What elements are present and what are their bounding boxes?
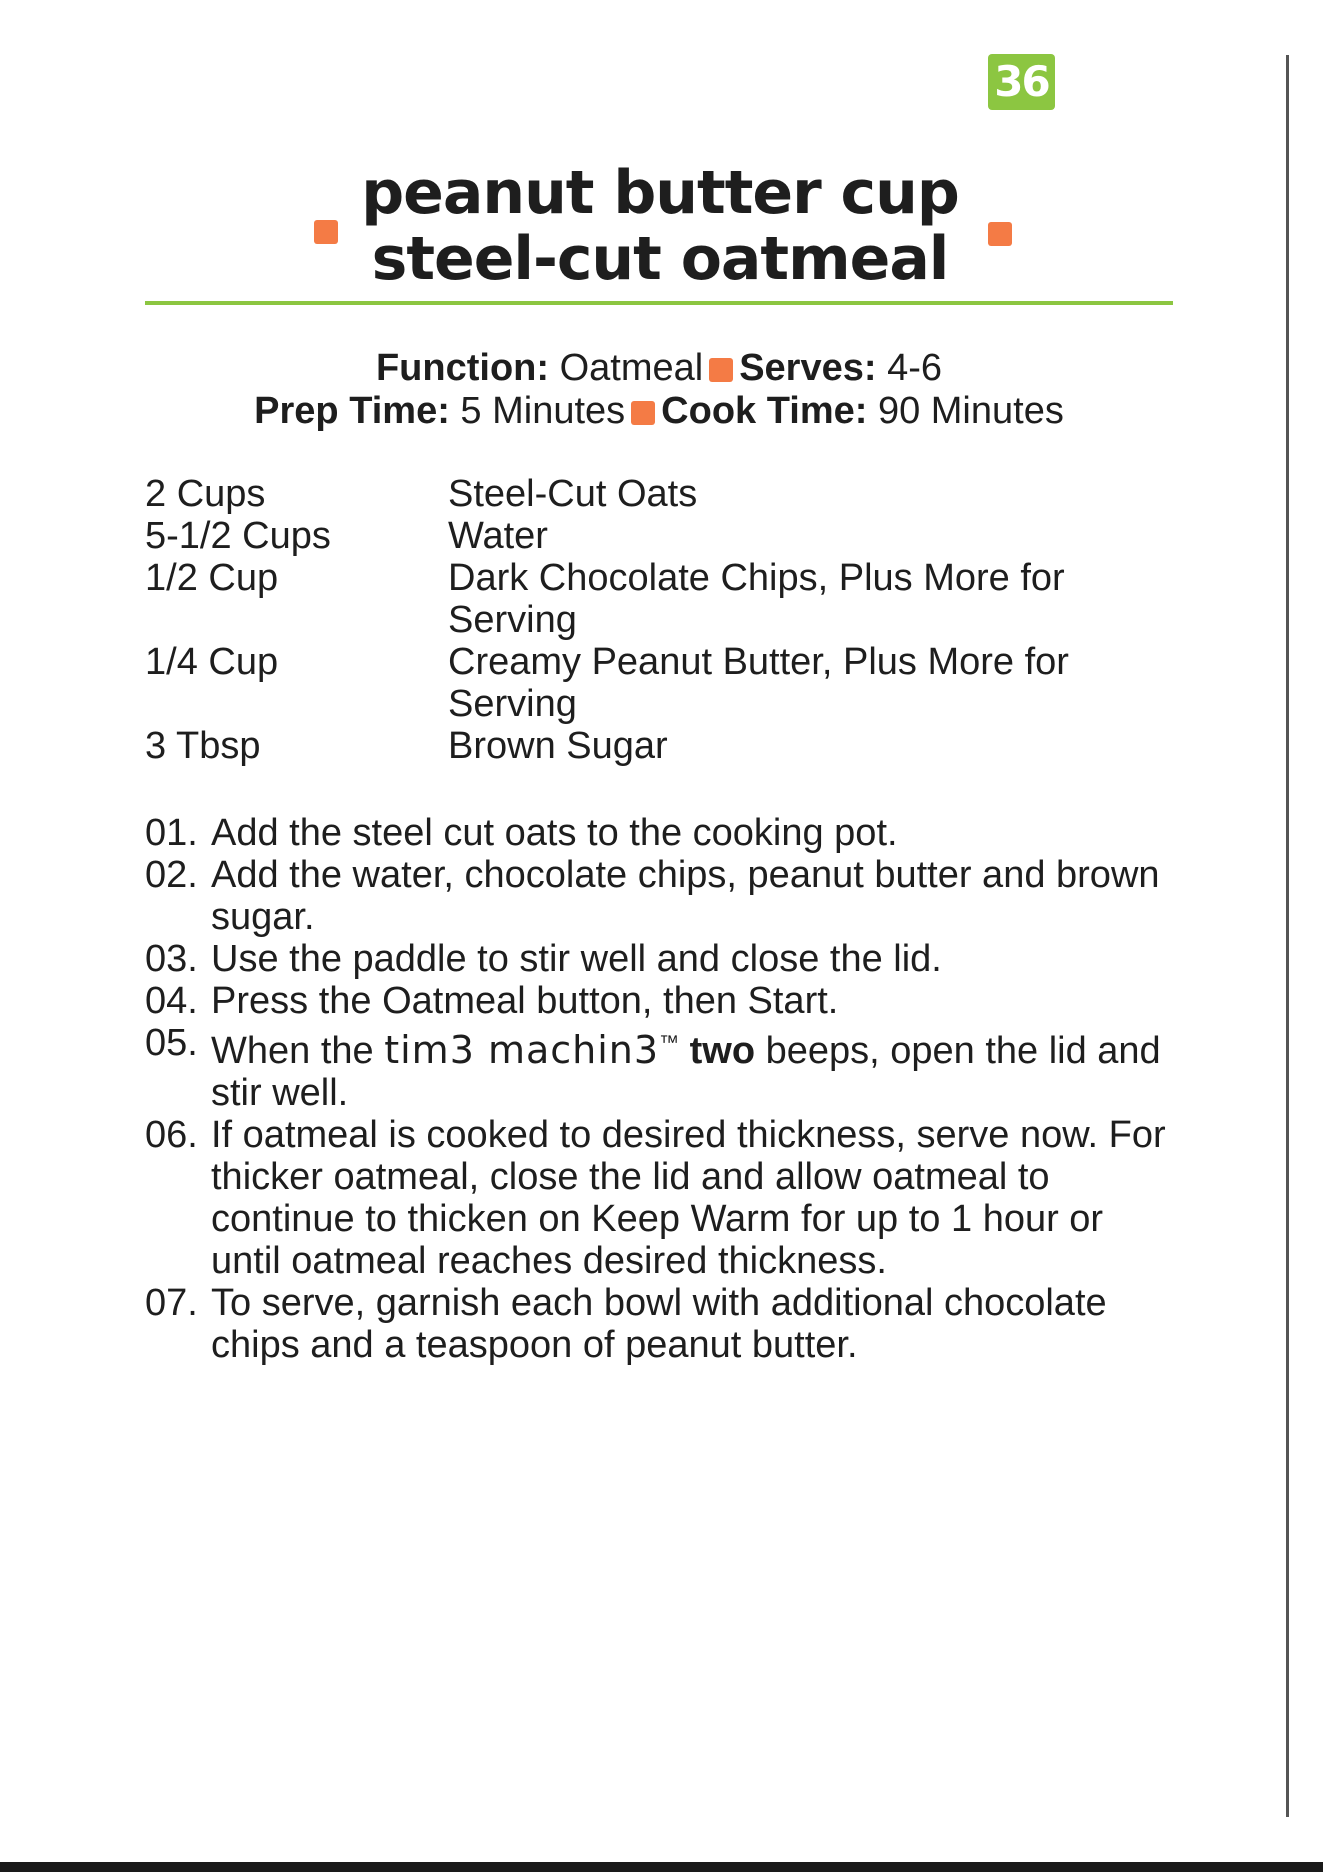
step-number: 03. [145,938,198,980]
page-bottom-border [0,1862,1323,1872]
ingredient-row [145,641,1145,725]
step-number: 04. [145,980,198,1022]
meta-separator-square [709,358,733,382]
instruction-step [145,854,1175,938]
ingredient-name: Steel-Cut Oats [448,473,698,515]
recipe-title-line-2: steel-cut oatmeal [371,224,949,294]
page-edge-rule [1286,55,1289,1817]
ingredient-quantity: 1/2 Cup [145,557,279,599]
step-text: Use the paddle to stir well and close the lid. [211,938,942,980]
ingredient-quantity: 3 Tbsp [145,725,261,767]
instruction-step [145,938,1175,980]
ingredient-name: Dark Chocolate Chips, Plus More for Serving [448,557,1065,641]
title-divider [145,301,1173,305]
step-number: 05. [145,1022,198,1064]
ingredient-row [145,515,1145,557]
instruction-list [145,812,1175,1366]
ingredient-list [145,473,1145,767]
instruction-step [145,1282,1175,1366]
ingredient-quantity: 1/4 Cup [145,641,279,683]
ingredient-row [145,725,1145,767]
step-text: Add the water, chocolate chips, peanut butter and brown sugar. [211,854,1160,938]
ingredient-row [145,557,1145,641]
recipe-meta-row-1 [145,346,1173,390]
trademark-symbol: ™ [659,1032,680,1054]
ingredient-name: Brown Sugar [448,725,668,767]
title-bullet-right [988,222,1012,246]
brand-model: two [679,1030,756,1072]
step-text-after-brand: beeps, open the lid and stir well. [211,1030,1161,1114]
ingredient-name: Water [448,515,548,557]
function-label: Function: [375,347,550,389]
cook-time-label: Cook Time: [661,390,868,432]
meta-separator-square [631,401,655,425]
ingredient-row [145,473,1145,515]
ingredient-quantity: 2 Cups [145,473,266,515]
serves-value: 4-6 [876,347,943,389]
function-value: Oatmeal [549,347,704,389]
step-text: If oatmeal is cooked to desired thickness, serve now. For thicker oatmeal, close the lid and allow oatmeal to continue to thicken on Keep Warm for up to 1 hour or until oatmeal reaches desired thickness. [211,1114,1166,1282]
step-number: 06. [145,1114,198,1156]
instruction-step [145,1022,1175,1114]
ingredient-name: Creamy Peanut Butter, Plus More for Serving [448,641,1069,725]
step-text: To serve, garnish each bowl with additional chocolate chips and a teaspoon of peanut butter. [211,1282,1107,1366]
step-number: 07. [145,1282,198,1324]
prep-time-value: 5 Minutes [449,390,626,432]
recipe-title-line-1: peanut butter cup [361,158,959,228]
instruction-step [145,1114,1175,1282]
brand-name: tim3 machin3 [384,1028,660,1072]
instruction-step [145,980,1175,1022]
prep-time-label: Prep Time: [254,390,450,432]
step-number: 02. [145,854,198,896]
recipe-title [300,160,1020,292]
instruction-step [145,812,1175,854]
serves-label: Serves: [739,347,877,389]
cook-time-value: 90 Minutes [867,390,1064,432]
page-number-badge: 36 [988,54,1055,110]
step-text: Press the Oatmeal button, then Start. [211,980,839,1022]
ingredient-quantity: 5-1/2 Cups [145,515,331,557]
step-text [211,1022,1175,1114]
recipe-meta-row-2 [145,389,1173,433]
step-number: 01. [145,812,198,854]
step-text-before-brand: When the [211,1030,385,1072]
step-text: Add the steel cut oats to the cooking pot. [211,812,898,854]
